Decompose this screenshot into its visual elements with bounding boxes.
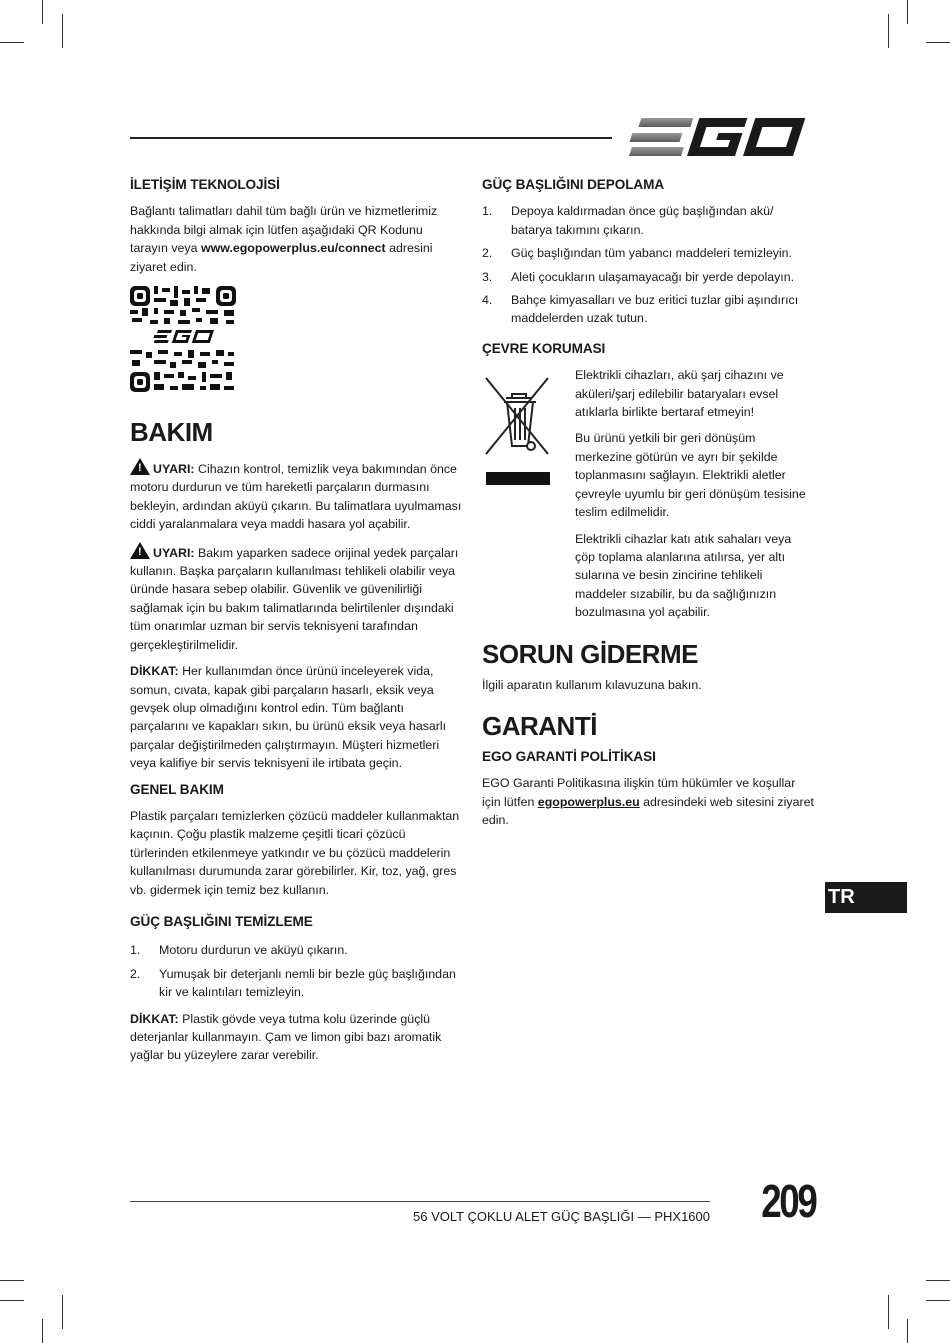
text: Her kullanımdan önce ürünü inceleyerek vida, somun, cıvata, kapak gibi parçaların hasarlı, eksik veya gevşek olup olmadığını kontrol edin. Tüm bağlantı parçalarını ve kapakları sıkın, bu ürünü eksik veya hasarlı parçalar değiştirilmeden çalıştırmayın. Müşteri hizmetleri veya kalifiye bir servis teknisyeni ile irtibata geçin. — [130, 664, 447, 771]
list-item — [130, 965, 464, 1002]
environment-block — [482, 366, 814, 621]
crop-mark — [0, 42, 24, 43]
list-text: Motoru durdurun ve aküyü çıkarın. — [159, 943, 348, 958]
crop-mark — [888, 14, 889, 48]
text: adresini ziyaret edin. — [130, 241, 433, 274]
footer-rule — [130, 1201, 710, 1202]
list-item — [130, 941, 464, 959]
crop-mark — [926, 42, 950, 43]
environment-paragraph: Bu ürünü yetkili bir geri dönüşüm merkezine götürün ve ayrı bir şekilde toplanmasını sağlayın. Elektrikli aletler çevreyle uyumlu bir geri dönüşüm tesisine teslim edilmelidir. — [575, 431, 806, 520]
warning-icon — [130, 458, 150, 475]
caution-paragraph — [130, 662, 464, 772]
list-number: 2. — [130, 966, 141, 981]
crop-mark — [907, 0, 908, 24]
page-number: 209 — [761, 1175, 816, 1227]
list-text: Güç başlığından tüm yabancı maddeleri temizleyin. — [511, 246, 792, 261]
environment-paragraph: Elektrikli cihazları, akü şarj cihazını ve aküleri/şarj edilebilir bataryaları evsel atıklarla birlikte bertaraf etmeyin! — [575, 368, 784, 420]
list-number: 4. — [482, 293, 493, 308]
garanti-link[interactable]: egopowerplus.eu — [537, 794, 640, 809]
bakim-title: BAKIM — [130, 417, 213, 448]
sorun-paragraph: İlgili aparatın kullanım kılavuzuna bakın. — [482, 677, 702, 692]
crop-mark — [42, 0, 43, 24]
section-heading: ÇEVRE KORUMASI — [482, 340, 606, 356]
crop-mark — [42, 1319, 43, 1343]
warning-label: UYARI: — [153, 462, 195, 477]
sorun-title: SORUN GİDERME — [482, 638, 698, 669]
list-item — [482, 244, 814, 262]
depolama-list — [482, 202, 814, 327]
list-number: 3. — [482, 269, 493, 284]
text: Cihazın kontrol, temizlik veya bakımından önce motoru durdurun ve tüm hareketli parçaların durmasını bekleyin, ardından aküyü çıkarın. Bu talimatlara uyulmaması ciddi yaralanmalara veya maddi hasara yol açabilir. — [130, 462, 462, 532]
list-number: 1. — [130, 943, 141, 958]
crop-mark — [62, 1295, 63, 1329]
garanti-title: GARANTİ — [482, 710, 597, 741]
list-number: 2. — [482, 246, 493, 261]
text: Bakım yaparken sadece orijinal yedek parçaları kullanın. Başka parçaların kullanılması tehlikeli olabilir veya üründe hasara sebep olabilir. Güvenlik ve güvenilirliği sağlamak için bu bakım talimatlarında belirtilenler dışındaki tüm onarımlar uzman bir servis teknisyeni tarafından gerçekleştirilmelidir. — [130, 545, 459, 652]
caution-label: DİKKAT: — [130, 664, 179, 679]
warning-label: UYARI: — [153, 545, 195, 560]
list-text: Aleti çocukların ulaşamayacağı bir yerde depolayın. — [511, 269, 795, 284]
text: EGO Garanti Politikasına ilişkin tüm hükümler ve koşullar için lütfen — [482, 776, 796, 809]
crop-mark — [926, 1280, 950, 1281]
crop-mark — [888, 1295, 889, 1329]
caution-paragraph — [130, 1010, 464, 1065]
text: Plastik gövde veya tutma kolu üzerinde güçlü deterjanlar kullanmayın. Çam ve limon gibi bazı aromatik yağlar bu yüzeylere zarar verebilir. — [130, 1011, 442, 1063]
language-tab: TR — [825, 882, 907, 913]
warning-paragraph — [130, 458, 464, 534]
footer-title: 56 VOLT ÇOKLU ALET GÜÇ BAŞLIĞI — PHX1600 — [413, 1209, 710, 1224]
connect-link[interactable]: www.egopowerplus.eu/connect — [200, 241, 386, 256]
crop-mark — [0, 1300, 24, 1301]
environment-paragraph: Elektrikli cihazlar katı atık sahaları veya çöp toplama alanlarına atılırsa, yer altı sularına ve besin zincirine tehlikeli maddeler sızabilir, bu da sağlığınızın bozulmasına yol açabilir. — [575, 531, 792, 620]
list-text: Yumuşak bir deterjanlı nemli bir bezle güç başlığından kir ve kalıntıları temizleyin. — [159, 966, 456, 1000]
section-heading: GENEL BAKIM — [130, 781, 224, 797]
list-number: 1. — [482, 204, 493, 219]
temizleme-list — [130, 941, 464, 1001]
list-text: Depoya kaldırmadan önce güç başlığından akü/ batarya takımını çıkarın. — [511, 204, 774, 237]
section-heading: GÜÇ BAŞLIĞINI DEPOLAMA — [482, 177, 665, 192]
crop-mark — [0, 1280, 24, 1281]
list-text: Bahçe kimyasalları ve buz eritici tuzlar gibi aşındırıcı maddelerden uzak tutun. — [511, 293, 799, 326]
crop-mark — [62, 14, 63, 48]
crop-mark — [907, 1319, 908, 1343]
text: Bağlantı talimatları dahil tüm bağlı ürün ve hizmetlerimiz hakkında bilgi almak için lütfen aşağıdaki QR Kodunu tarayın veya — [130, 204, 438, 256]
section-heading: EGO GARANTİ POLİTİKASI — [482, 748, 656, 764]
garanti-paragraph — [482, 774, 814, 829]
connect-paragraph — [130, 202, 464, 276]
warning-icon — [130, 542, 150, 559]
environment-text — [575, 366, 814, 621]
text: adresindeki web sitesini ziyaret edin. — [482, 794, 814, 828]
crossed-bin-icon — [482, 372, 554, 486]
list-item — [482, 268, 814, 286]
ego-logo — [628, 116, 812, 158]
section-heading: İLETİŞİM TEKNOLOJİSİ — [130, 177, 280, 192]
caution-label: DİKKAT: — [130, 1011, 179, 1026]
header-rule — [130, 137, 612, 139]
right-column — [482, 176, 814, 838]
left-column — [130, 176, 464, 1073]
list-item — [482, 291, 814, 328]
warning-paragraph — [130, 542, 464, 654]
crop-mark — [926, 1300, 950, 1301]
qr-code[interactable] — [130, 286, 236, 392]
genel-paragraph: Plastik parçaları temizlerken çözücü maddeler kullanmaktan kaçının. Çoğu plastik malzeme çeşitli ticari çözücü türlerinden etkilenmeye yatkındır ve bu çözücü maddelerin kullanılması durumunda zarar görebilirler. Kir, toz, yağ, gres vb. gidermek için temiz bez kullanın. — [130, 808, 460, 897]
section-heading: GÜÇ BAŞLIĞINI TEMİZLEME — [130, 913, 313, 929]
list-item — [482, 202, 814, 239]
